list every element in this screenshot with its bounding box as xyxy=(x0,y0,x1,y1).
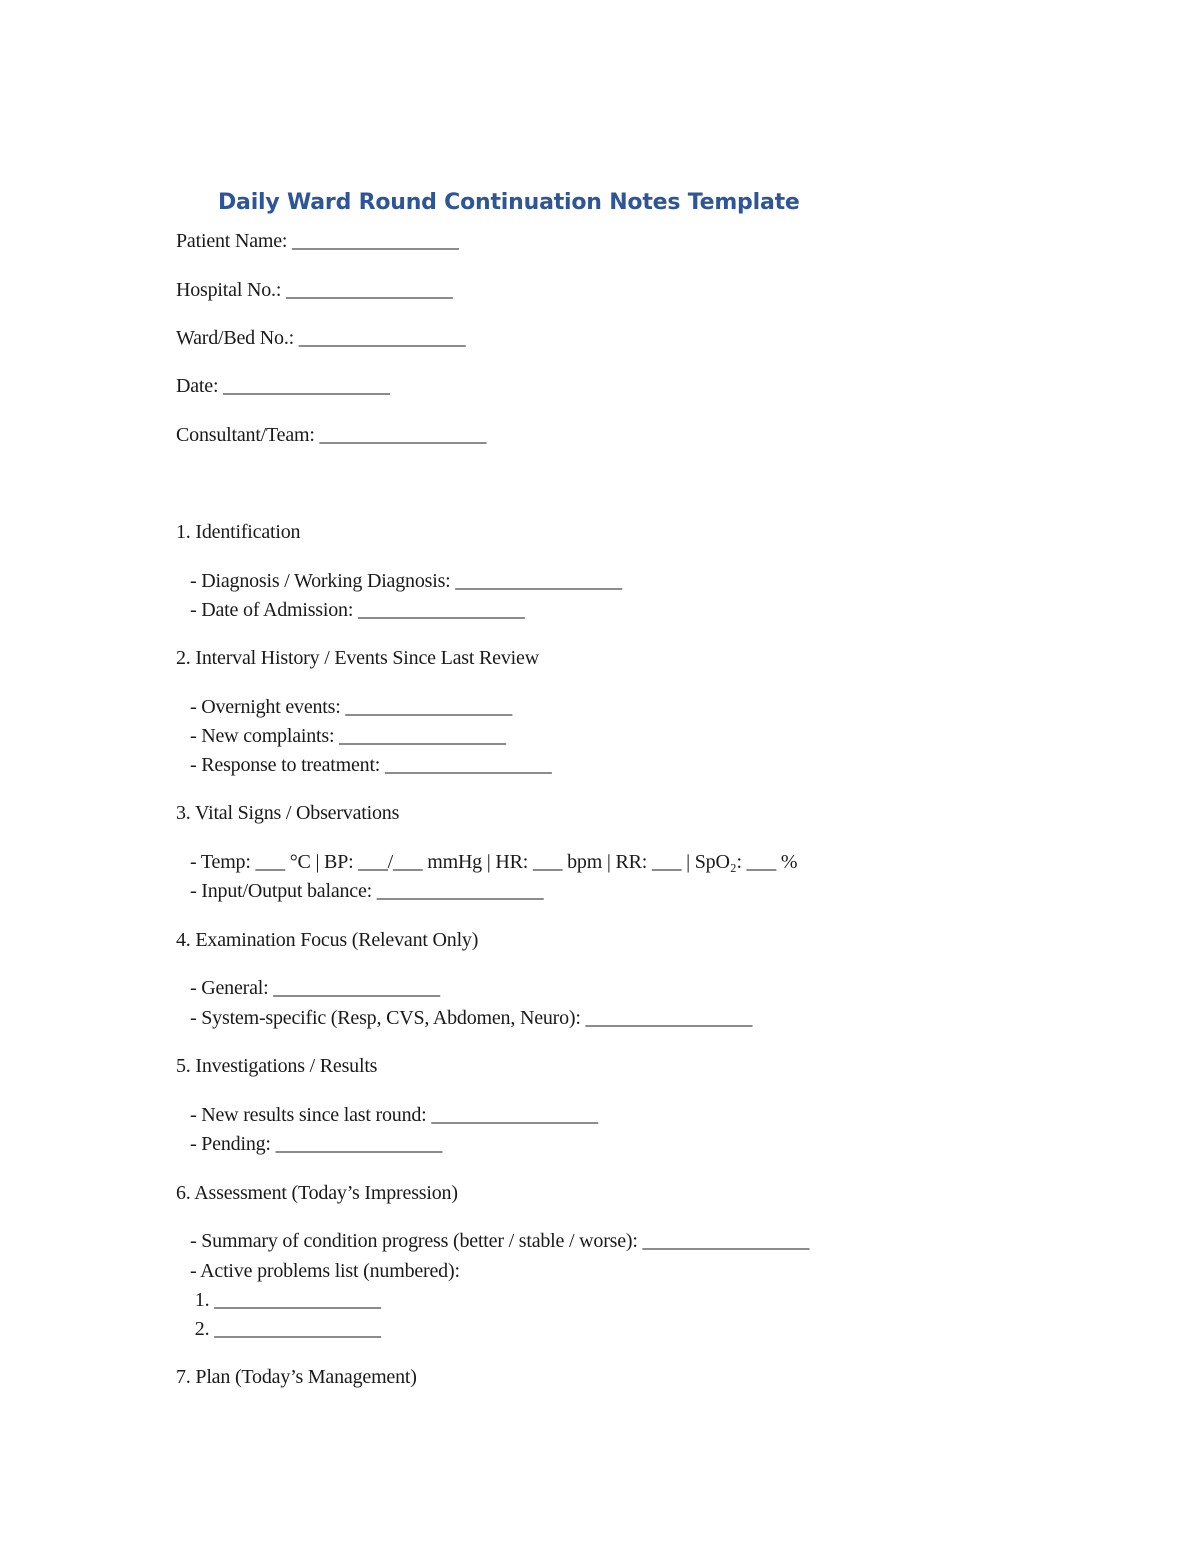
pending-field: - Pending: _________________ xyxy=(190,1133,443,1155)
active-problems-label: - Active problems list (numbered): xyxy=(190,1260,460,1282)
new-results-field: - New results since last round: _________________ xyxy=(190,1104,598,1126)
section-heading-investigations: 5. Investigations / Results xyxy=(176,1055,378,1077)
response-to-treatment-field: - Response to treatment: _________________ xyxy=(190,754,552,776)
section-heading-examination: 4. Examination Focus (Relevant Only) xyxy=(176,929,479,951)
new-complaints-field: - New complaints: _________________ xyxy=(190,725,506,747)
date-field: Date: _________________ xyxy=(176,375,390,397)
section-heading-assessment: 6. Assessment (Today’s Impression) xyxy=(176,1182,458,1204)
hospital-no-field: Hospital No.: _________________ xyxy=(176,279,453,301)
section-heading-interval-history: 2. Interval History / Events Since Last Review xyxy=(176,647,539,669)
system-specific-field: - System-specific (Resp, CVS, Abdomen, Neuro): _________________ xyxy=(190,1007,753,1029)
section-heading-identification: 1. Identification xyxy=(176,521,301,543)
patient-name-field: Patient Name: _________________ xyxy=(176,230,459,252)
ward-bed-field: Ward/Bed No.: _________________ xyxy=(176,327,466,349)
section-heading-plan: 7. Plan (Today’s Management) xyxy=(176,1366,417,1388)
diagnosis-field: - Diagnosis / Working Diagnosis: _________________ xyxy=(190,570,622,592)
document-title: Daily Ward Round Continuation Notes Template xyxy=(218,190,800,215)
progress-summary-field: - Summary of condition progress (better / stable / worse): _________________ xyxy=(190,1230,810,1252)
admission-date-field: - Date of Admission: _________________ xyxy=(190,599,525,621)
overnight-events-field: - Overnight events: _________________ xyxy=(190,696,513,718)
consultant-team-field: Consultant/Team: _________________ xyxy=(176,424,487,446)
problem-item-1: 1. _________________ xyxy=(190,1289,381,1311)
vitals-field: - Temp: ___ °C | BP: ___/___ mmHg | HR: ___ bpm | RR: ___ | SpO₂: ___ % xyxy=(190,851,798,873)
input-output-field: - Input/Output balance: _________________ xyxy=(190,880,544,902)
problem-item-2: 2. _________________ xyxy=(190,1318,381,1340)
general-exam-field: - General: _________________ xyxy=(190,977,440,999)
section-heading-vital-signs: 3. Vital Signs / Observations xyxy=(176,802,400,824)
